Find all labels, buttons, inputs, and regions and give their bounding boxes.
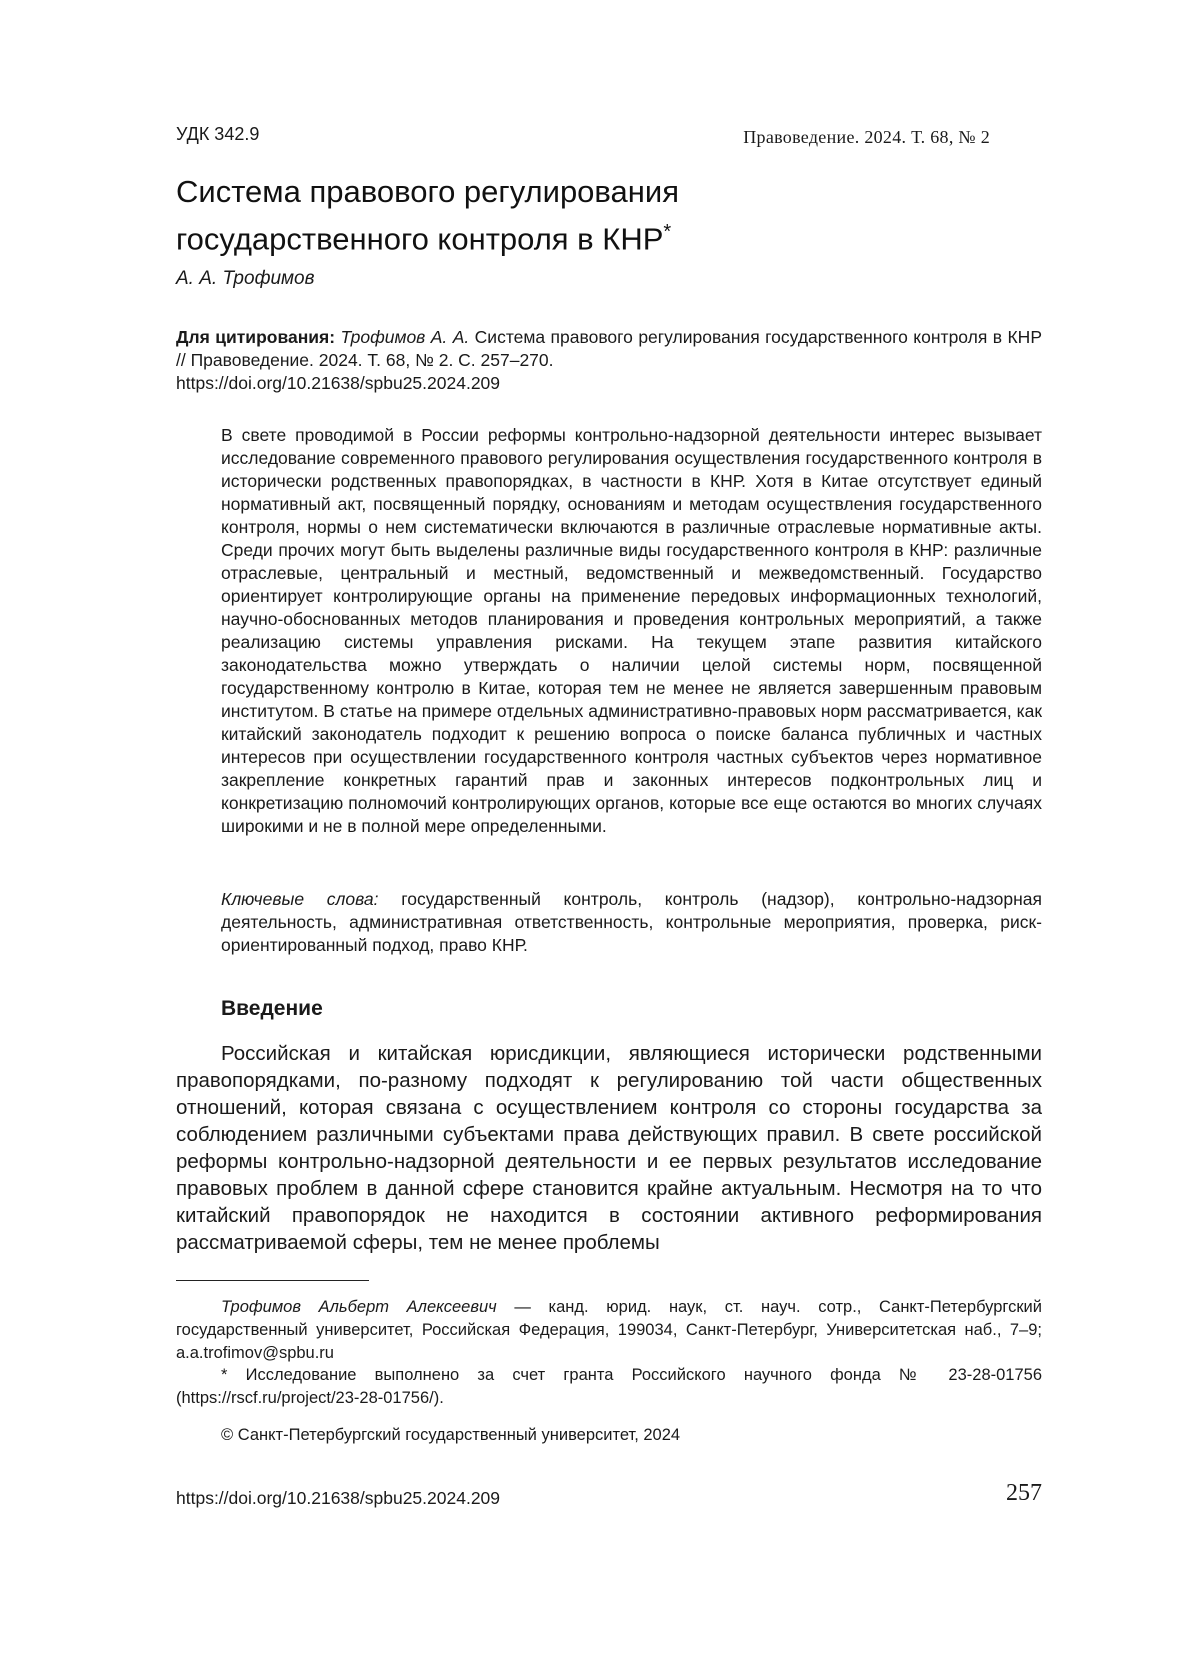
journal-reference: Правоведение. 2024. Т. 68, № 2 — [743, 127, 990, 147]
article-author: А. А. Трофимов — [176, 268, 315, 289]
footnote-author-details: — канд. юрид. наук, ст. науч. сотр., Санкт-Петербургский государственный университет, Российская Федерация, 199034, Санкт-Петербург, Университетская наб., 7–9; a.a.trofimov@spbu.ru — [176, 1298, 1042, 1362]
introduction-paragraph: Российская и китайская юрисдикции, являющиеся исторически родственными правопорядками, по-разному подходят к регулированию той части общественных отношений, которая связана с осуществлением контроля со стороны государства за соблюдением различными субъектами права действующих правил. В свете российской реформы контрольно-надзорной деятельности и ее первых результатов исследование правовых проблем в данной сфере становится крайне актуальным. Несмотря на то что китайский правопорядок не находится в состоянии активного реформирования рассматриваемой сферы, тем не менее проблемы — [176, 1042, 1042, 1254]
copyright-notice: © Санкт-Петербургский государственный университет, 2024 — [221, 1426, 681, 1444]
footnote-author-info — [176, 1296, 1042, 1365]
section-heading-introduction: Введение — [221, 997, 323, 1020]
keywords-block — [221, 888, 1042, 957]
title-line-2: государственного контроля в КНР — [176, 221, 664, 257]
page-number: 257 — [1006, 1480, 1042, 1506]
abstract: В свете проводимой в России реформы контрольно-надзорной деятельности интерес вызывает исследование современного правового регулирования осуществления государственного контроля в исторически родственных правопорядках, в частности в КНР. Хотя в Китае отсутствует единый нормативный акт, посвященный порядку, основаниям и методам осуществления государственного контроля, нормы о нем систематически включаются в различные отраслевые нормативные акты. Среди прочих могут быть выделены различные виды государственного контроля в КНР: различные отраслевые, центральный и местный, ведомственный и межведомственный. Государство ориентирует контролирующие органы на применение передовых информационных технологий, научно-обоснованных методов планирования и проведения контрольных мероприятий, а также реализацию системы управления рисками. На текущем этапе развития китайского законодательства можно утверждать о наличии целой системы норм, посвященной государственному контролю в Китае, которая тем не менее не является завершенным правовым институтом. В статье на примере отдельных административно-правовых норм рассматривается, как китайский законодатель подходит к решению вопроса о поиске баланса публичных и частных интересов при осуществлении государственного контроля частных субъектов через нормативное закрепление конкретных гарантий прав и законных интересов подконтрольных лиц и конкретизацию полномочий контролирующих органов, которые все еще остаются во многих случаях широкими и не в полной мере определенными. — [221, 425, 1042, 836]
keywords-label: Ключевые слова: — [221, 889, 379, 909]
footnote-separator — [176, 1280, 369, 1281]
udk-code: УДК 342.9 — [176, 124, 260, 144]
title-line-1: Система правового регулирования — [176, 174, 680, 209]
citation-block — [176, 326, 1042, 395]
citation-label: Для цитирования: — [176, 327, 336, 347]
footer-doi-link[interactable]: https://doi.org/10.21638/spbu25.2024.209 — [176, 1488, 501, 1508]
citation-doi-link[interactable]: https://doi.org/10.21638/spbu25.2024.209 — [176, 373, 501, 393]
footnote-author-name: Трофимов Альберт Алексеевич — [221, 1298, 497, 1316]
footnote-grant: * Исследование выполнено за счет гранта Российского научного фонда № 23-28-01756 (https://rscf.ru/project/23-28-01756/). — [176, 1366, 1042, 1407]
title-footnote-mark: * — [663, 221, 672, 243]
citation-author: Трофимов А. А. — [340, 327, 470, 347]
article-title — [176, 172, 976, 259]
citation-text: Система правового регулирования государственного контроля в КНР // Правоведение. 2024. Т. 68, № 2. С. 257–270. — [176, 327, 1042, 370]
keywords-text: государственный контроль, контроль (надзор), контрольно-надзорная деятельность, административная ответственность, контрольные мероприятия, проверка, риск-ориентированный подход, право КНР. — [221, 889, 1043, 955]
